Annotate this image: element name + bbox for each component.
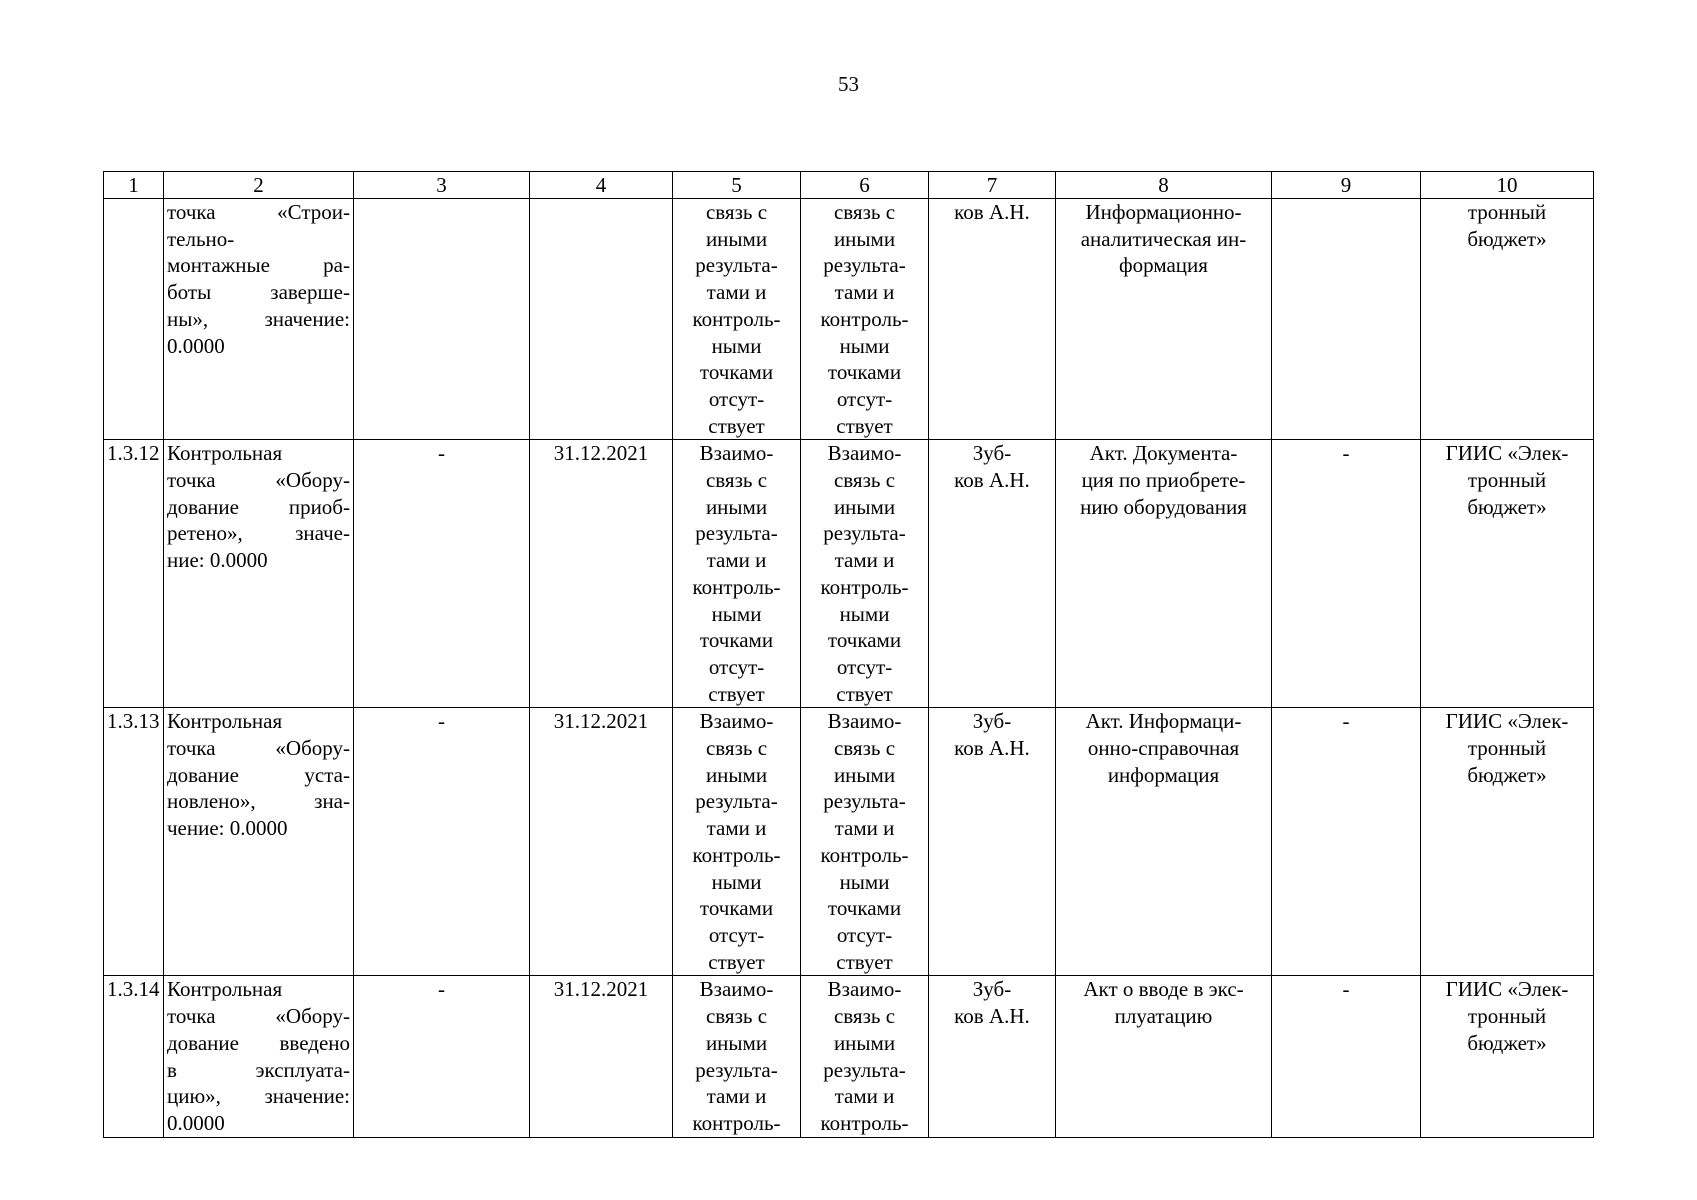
- control-point-cell: [164, 708, 354, 976]
- text-line: ными: [711, 869, 762, 894]
- text-line: тами и: [834, 280, 895, 305]
- text-line: тами и: [706, 280, 767, 305]
- text-line: Взаимо-: [699, 441, 774, 466]
- document-cell: [1056, 708, 1272, 976]
- predecessors-cell: [673, 976, 801, 1137]
- column-number: 9: [1272, 172, 1421, 199]
- responsible-cell: [929, 976, 1056, 1137]
- column-number: 2: [164, 172, 354, 199]
- text-line: Акт. Информаци-: [1085, 709, 1242, 734]
- text-line: бюджет»: [1467, 226, 1547, 251]
- confirmation-cell: [1272, 199, 1421, 440]
- control-point-cell: [164, 199, 354, 440]
- text-line: связь с: [705, 468, 768, 493]
- text-line: контроль-: [820, 1110, 909, 1135]
- text-line: монтажные ра-: [167, 253, 350, 278]
- text-line: контроль-: [692, 1110, 781, 1135]
- text-line: точка «Обору-: [167, 468, 350, 493]
- information-system-cell: [1421, 976, 1594, 1137]
- text-line: ными: [839, 869, 890, 894]
- text-line: тами и: [706, 816, 767, 841]
- text-line: отсут-: [708, 386, 765, 411]
- column-number: 6: [801, 172, 929, 199]
- text-line: бюджет»: [1467, 762, 1547, 787]
- text-line: ными: [839, 333, 890, 358]
- text-line: тронный: [1467, 736, 1547, 761]
- information-system-cell: [1421, 199, 1594, 440]
- text-line: отсут-: [708, 654, 765, 679]
- information-system-cell: [1421, 440, 1594, 708]
- predecessors-cell: [673, 708, 801, 976]
- text-line: иными: [833, 494, 896, 519]
- responsible-cell: [929, 440, 1056, 708]
- text-line: связь с: [833, 468, 896, 493]
- text-line: отсут-: [836, 654, 893, 679]
- start-date-cell: -: [354, 440, 530, 708]
- row-number-cell: 1.3.12: [104, 440, 164, 708]
- column-number: 4: [530, 172, 673, 199]
- confirmation-cell: -: [1272, 976, 1421, 1137]
- text-line: Зуб-: [972, 441, 1012, 466]
- text-line: ствует: [708, 681, 765, 706]
- text-line: 0.0000: [167, 1110, 225, 1135]
- text-line: ков А.Н.: [954, 736, 1030, 761]
- text-line: связь с: [833, 1004, 896, 1029]
- column-number: 1: [104, 172, 164, 199]
- text-line: тами и: [706, 548, 767, 573]
- text-line: бюджет»: [1467, 1030, 1547, 1055]
- table-row: [104, 440, 1594, 708]
- text-line: контроль-: [820, 306, 909, 331]
- text-line: онно-справочная: [1087, 736, 1240, 761]
- text-line: ствует: [836, 681, 893, 706]
- text-line: Контрольная: [167, 709, 283, 734]
- text-line: точками: [827, 360, 902, 385]
- confirmation-cell: -: [1272, 708, 1421, 976]
- text-line: Акт. Документа-: [1089, 441, 1238, 466]
- text-line: тами и: [834, 548, 895, 573]
- text-line: ными: [839, 601, 890, 626]
- text-line: информация: [1107, 762, 1220, 787]
- text-line: иными: [705, 1030, 768, 1055]
- text-line: результа-: [695, 521, 778, 546]
- text-line: результа-: [823, 1057, 906, 1082]
- text-line: связь с: [705, 736, 768, 761]
- row-number-cell: 1.3.14: [104, 976, 164, 1137]
- text-line: отсут-: [836, 922, 893, 947]
- text-line: Взаимо-: [699, 977, 774, 1002]
- text-line: ГИИС «Элек-: [1445, 977, 1569, 1002]
- text-line: иными: [833, 762, 896, 787]
- document-cell: [1056, 440, 1272, 708]
- text-line: Контрольная: [167, 441, 283, 466]
- text-line: Взаимо-: [827, 977, 902, 1002]
- end-date-cell: 31.12.2021: [530, 976, 673, 1137]
- text-line: ков А.Н.: [954, 468, 1030, 493]
- text-line: Взаимо-: [827, 441, 902, 466]
- column-number: 5: [673, 172, 801, 199]
- text-line: отсут-: [708, 922, 765, 947]
- text-line: в эксплуата-: [167, 1057, 350, 1082]
- start-date-cell: [354, 199, 530, 440]
- text-line: контроль-: [692, 306, 781, 331]
- text-line: иными: [833, 1030, 896, 1055]
- end-date-cell: [530, 199, 673, 440]
- column-number: 3: [354, 172, 530, 199]
- column-number: 8: [1056, 172, 1272, 199]
- plan-table: [103, 171, 1594, 1138]
- table-row: [104, 708, 1594, 976]
- table-row: [104, 976, 1594, 1137]
- text-line: цию», значение:: [167, 1084, 350, 1109]
- text-line: точка «Обору-: [167, 1004, 350, 1029]
- text-line: тами и: [834, 1084, 895, 1109]
- text-line: результа-: [823, 521, 906, 546]
- text-line: дование введено: [167, 1030, 350, 1055]
- successors-cell: [801, 976, 929, 1137]
- text-line: иными: [833, 226, 896, 251]
- text-line: иными: [705, 762, 768, 787]
- text-line: ствует: [836, 949, 893, 974]
- text-line: чение: 0.0000: [167, 816, 288, 841]
- text-line: нию оборудования: [1080, 494, 1247, 519]
- text-line: иными: [705, 226, 768, 251]
- predecessors-cell: [673, 440, 801, 708]
- predecessors-cell: [673, 199, 801, 440]
- page-number: 53: [838, 72, 859, 96]
- table-row: [104, 199, 1594, 440]
- text-line: бюджет»: [1467, 494, 1547, 519]
- text-line: боты заверше-: [167, 280, 350, 305]
- text-line: точками: [699, 360, 774, 385]
- text-line: аналитическая ин-: [1080, 226, 1247, 251]
- text-line: тами и: [706, 1084, 767, 1109]
- text-line: Взаимо-: [827, 709, 902, 734]
- text-line: ретено», значе-: [167, 521, 350, 546]
- text-line: ны», значение:: [167, 306, 350, 331]
- start-date-cell: -: [354, 976, 530, 1137]
- text-line: ГИИС «Элек-: [1445, 709, 1569, 734]
- text-line: результа-: [695, 253, 778, 278]
- text-line: ствует: [836, 413, 893, 438]
- text-line: тронный: [1467, 1004, 1547, 1029]
- text-line: ГИИС «Элек-: [1445, 441, 1569, 466]
- text-line: отсут-: [836, 386, 893, 411]
- text-line: тами и: [834, 816, 895, 841]
- text-line: ков А.Н.: [954, 200, 1030, 224]
- text-line: Взаимо-: [699, 709, 774, 734]
- text-line: результа-: [823, 253, 906, 278]
- successors-cell: [801, 440, 929, 708]
- text-line: Информационно-: [1085, 200, 1242, 224]
- text-line: контроль-: [820, 574, 909, 599]
- text-line: Зуб-: [972, 709, 1012, 734]
- text-line: ствует: [708, 413, 765, 438]
- text-line: ствует: [708, 949, 765, 974]
- text-line: Контрольная: [167, 977, 283, 1002]
- information-system-cell: [1421, 708, 1594, 976]
- text-line: ция по приобрете-: [1081, 468, 1246, 493]
- column-number: 7: [929, 172, 1056, 199]
- row-number-cell: 1.3.13: [104, 708, 164, 976]
- text-line: точка «Строи-: [167, 200, 350, 224]
- text-line: ние: 0.0000: [167, 548, 268, 573]
- text-line: тронный: [1467, 468, 1547, 493]
- text-line: ными: [711, 333, 762, 358]
- text-line: иными: [705, 494, 768, 519]
- text-line: связь с: [705, 200, 768, 224]
- text-line: новлено», зна-: [167, 789, 350, 814]
- document-cell: [1056, 199, 1272, 440]
- text-line: результа-: [695, 789, 778, 814]
- successors-cell: [801, 708, 929, 976]
- text-line: точками: [699, 896, 774, 921]
- text-line: контроль-: [692, 842, 781, 867]
- column-number-row: [104, 172, 1594, 199]
- text-line: точка «Обору-: [167, 736, 350, 761]
- text-line: формация: [1119, 253, 1208, 278]
- control-point-cell: [164, 976, 354, 1137]
- responsible-cell: [929, 708, 1056, 976]
- text-line: точками: [699, 628, 774, 653]
- text-line: связь с: [833, 200, 896, 224]
- text-line: точками: [827, 896, 902, 921]
- text-line: 0.0000: [167, 333, 225, 358]
- text-line: контроль-: [692, 574, 781, 599]
- end-date-cell: 31.12.2021: [530, 708, 673, 976]
- control-point-cell: [164, 440, 354, 708]
- text-line: точками: [827, 628, 902, 653]
- document-cell: [1056, 976, 1272, 1137]
- text-line: связь с: [705, 1004, 768, 1029]
- start-date-cell: -: [354, 708, 530, 976]
- row-number-cell: [104, 199, 164, 440]
- text-line: ными: [711, 601, 762, 626]
- column-number: 10: [1421, 172, 1594, 199]
- text-line: плуатацию: [1114, 1004, 1213, 1029]
- text-line: дование уста-: [167, 762, 350, 787]
- text-line: дование приоб-: [167, 494, 350, 519]
- text-line: тронный: [1467, 200, 1547, 224]
- text-line: результа-: [695, 1057, 778, 1082]
- text-line: контроль-: [820, 842, 909, 867]
- successors-cell: [801, 199, 929, 440]
- responsible-cell: [929, 199, 1056, 440]
- confirmation-cell: -: [1272, 440, 1421, 708]
- text-line: связь с: [833, 736, 896, 761]
- text-line: ков А.Н.: [954, 1004, 1030, 1029]
- text-line: тельно-: [167, 226, 235, 251]
- text-line: результа-: [823, 789, 906, 814]
- end-date-cell: 31.12.2021: [530, 440, 673, 708]
- text-line: Акт о вводе в экс-: [1083, 977, 1244, 1002]
- text-line: Зуб-: [972, 977, 1012, 1002]
